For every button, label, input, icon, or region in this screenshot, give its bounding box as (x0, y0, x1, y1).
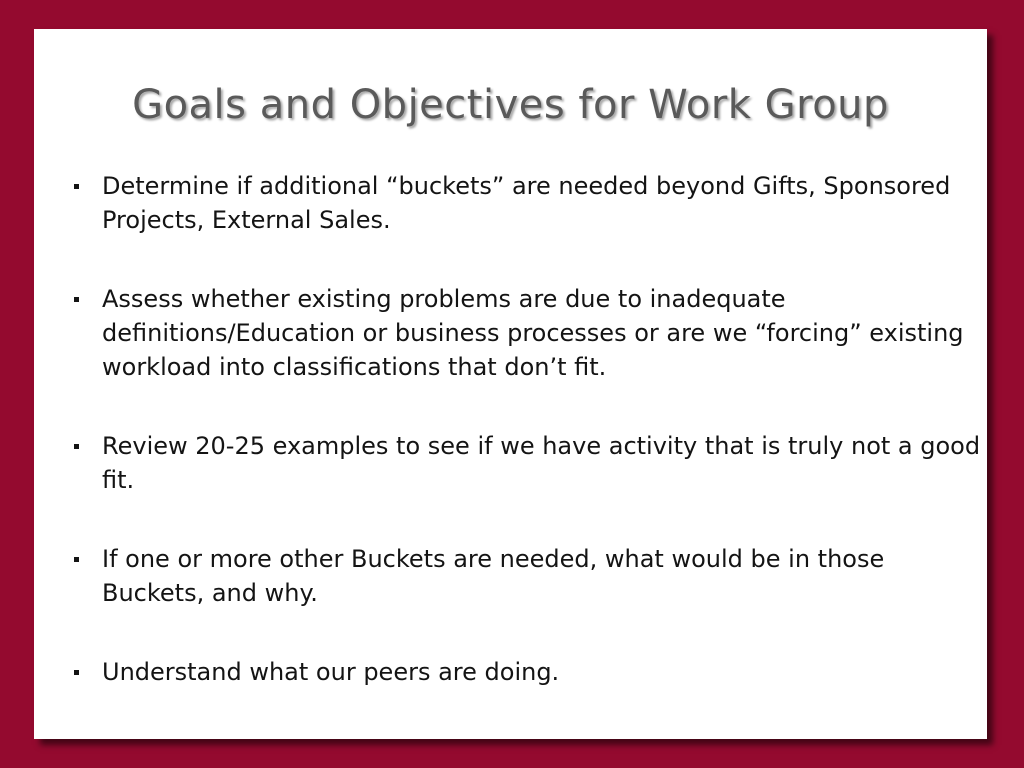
bullet-item (102, 169, 982, 237)
bullet-text: Assess whether existing problems are due to inadequate definitions/Education or business processes or are we “forcing” existing workload into classifications that don’t fit. (102, 285, 964, 381)
square-bullet-icon (74, 670, 79, 675)
bullet-list (102, 169, 982, 734)
bullet-text: Understand what our peers are doing. (102, 658, 560, 686)
bullet-text: Determine if additional “buckets” are needed beyond Gifts, Sponsored Projects, External Sales. (102, 172, 951, 234)
slide-canvas (34, 29, 987, 739)
slide-title: Goals and Objectives for Work Group (132, 82, 889, 128)
bullet-item (102, 282, 982, 384)
square-bullet-icon (74, 184, 79, 189)
square-bullet-icon (74, 557, 79, 562)
bullet-text: If one or more other Buckets are needed, what would be in those Buckets, and why. (102, 545, 885, 607)
bullet-item (102, 429, 982, 497)
bullet-text: Review 20-25 examples to see if we have activity that is truly not a good fit. (102, 432, 981, 494)
bullet-item (102, 542, 982, 610)
bullet-item (102, 655, 982, 689)
square-bullet-icon (74, 297, 79, 302)
square-bullet-icon (74, 444, 79, 449)
